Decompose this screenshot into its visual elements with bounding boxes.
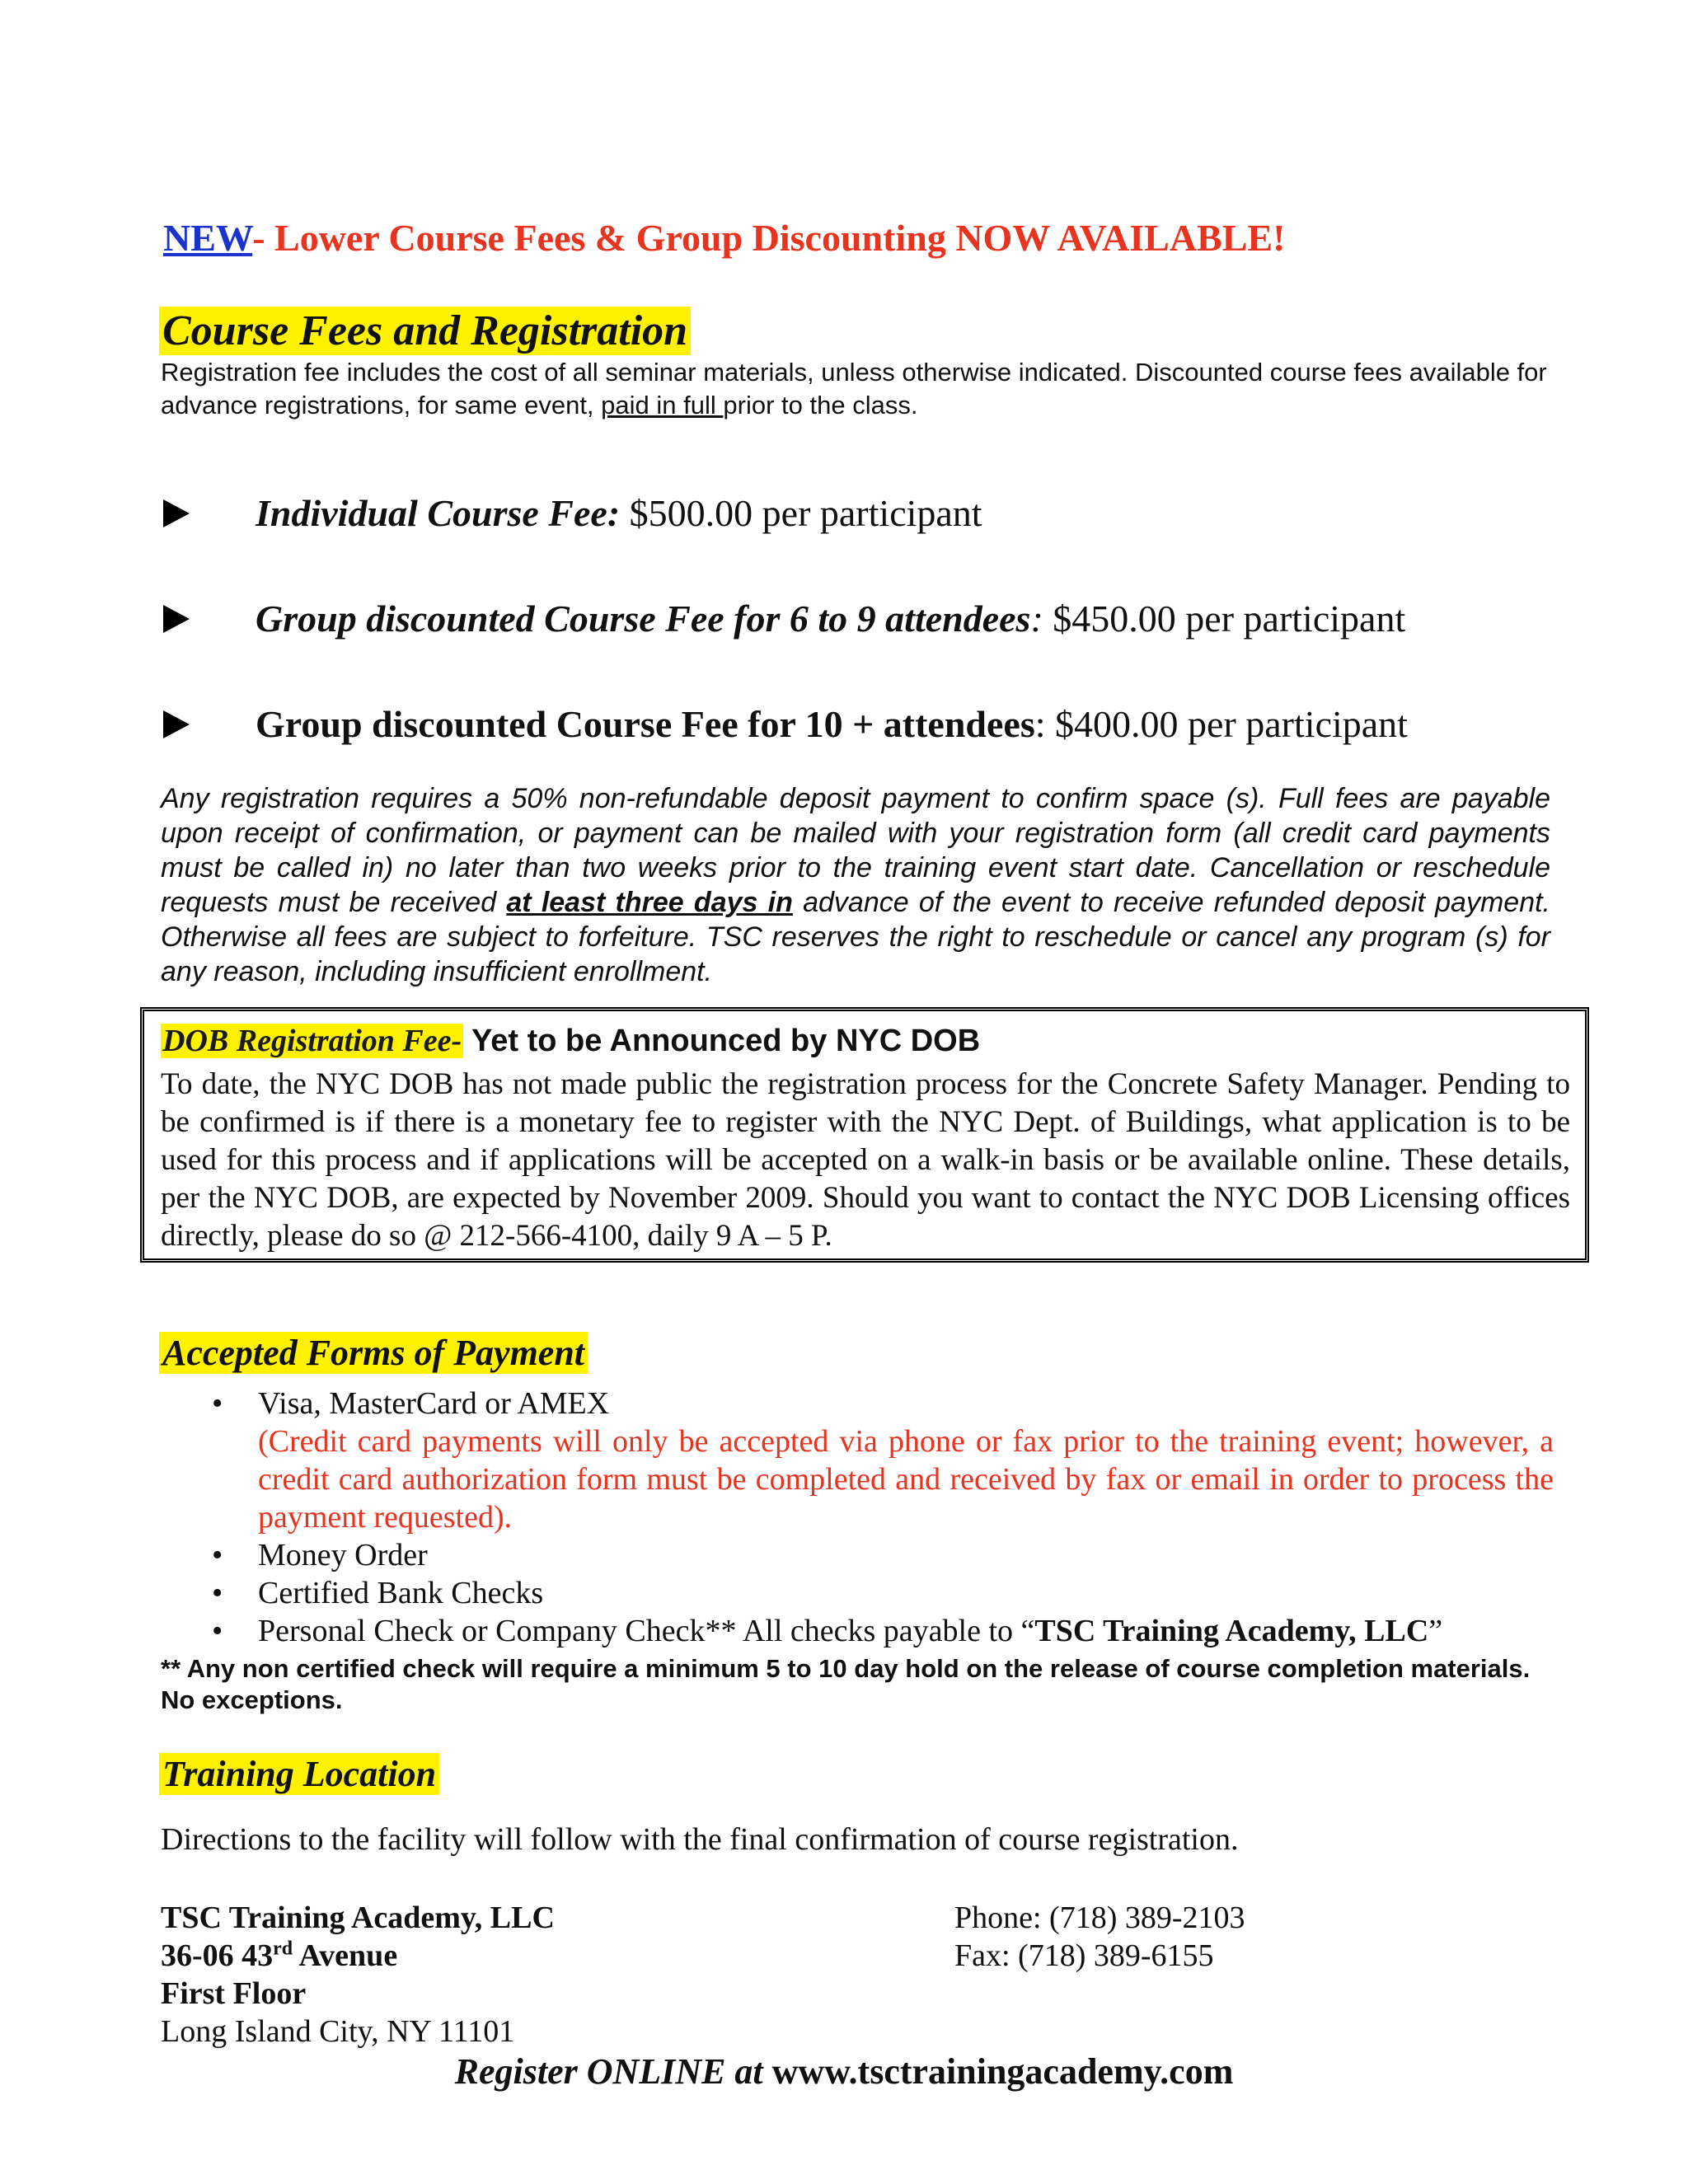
fee-item-individual <box>163 491 982 535</box>
register-url[interactable]: www.tsctrainingacademy.com <box>771 2051 1234 2092</box>
register-lead: Register ONLINE at <box>454 2051 772 2092</box>
list-item <box>202 1536 1554 1574</box>
street-name: Avenue <box>293 1938 398 1973</box>
academy-name: TSC Training Academy, LLC <box>161 1900 555 1935</box>
payment-list <box>202 1385 1554 1650</box>
fee-separator: : <box>1034 703 1046 745</box>
course-fees-title: Course Fees and Registration <box>159 307 691 355</box>
arrow-right-icon <box>163 710 190 738</box>
street-number: 36-06 43 <box>161 1938 274 1973</box>
close-quote: ” <box>1428 1614 1443 1648</box>
address-block <box>161 1899 555 2050</box>
fees-intro-text: Registration fee includes the cost of all seminar materials, unless otherwise indicated. Discounted course fees available for advance registrations, for same event, <box>161 358 1547 419</box>
fee-amount: $450.00 per participant <box>1043 598 1406 640</box>
paid-in-full-text: paid in full <box>601 391 724 419</box>
fee-item-group-10-plus <box>163 702 1408 746</box>
city: Long Island City, NY 11101 <box>161 2014 515 2049</box>
bullet-icon: • <box>212 1576 223 1610</box>
list-item <box>202 1574 1554 1612</box>
dob-label: DOB Registration Fee- <box>162 1024 462 1058</box>
contact-block <box>954 1899 1245 1975</box>
location-title: Training Location <box>159 1753 439 1795</box>
fees-intro-end: prior to the class. <box>723 391 918 419</box>
street-address <box>161 1937 555 1975</box>
list-item <box>202 1612 1554 1650</box>
bullet-icon: • <box>212 1614 223 1648</box>
street-suffix: rd <box>273 1938 293 1960</box>
payment-title: Accepted Forms of Payment <box>159 1332 588 1374</box>
directions-text: Directions to the facility will follow with the final confirmation of course registration. <box>161 1822 1239 1857</box>
fee-label: Individual Course Fee: <box>256 492 621 534</box>
check-hold-note: ** Any non certified check will require a minimum 5 to 10 day hold on the release of course completion materials. No exceptions. <box>161 1654 1531 1714</box>
arrow-right-icon <box>163 605 190 633</box>
payment-money-order: Money Order <box>258 1538 428 1572</box>
registration-policy <box>161 781 1550 989</box>
fee-amount: $400.00 per participant <box>1045 703 1408 745</box>
headline <box>163 216 1285 260</box>
fee-label: Group discounted Course Fee for 10 + attendees <box>256 703 1035 745</box>
credit-card-note: (Credit card payments will only be accepted via phone or fax prior to the training event; however, a credit card authorization form must be completed and received by fax or email in order to process the payment requested). <box>258 1424 1554 1535</box>
payment-cards: Visa, MasterCard or AMEX <box>258 1386 610 1421</box>
dob-heading <box>161 1023 1570 1059</box>
dob-announcement: Yet to be Announced by NYC DOB <box>463 1024 981 1058</box>
fee-separator: : <box>1030 598 1043 640</box>
floor: First Floor <box>161 1976 307 2011</box>
list-item <box>202 1385 1554 1536</box>
phone: Phone: (718) 389-2103 <box>954 1900 1245 1935</box>
fee-label: Group discounted Course Fee for 6 to 9 attendees <box>256 598 1031 640</box>
check-payee: TSC Training Academy, LLC <box>1034 1614 1429 1648</box>
policy-text: Any registration requires a 50% non-refundable deposit payment to confirm space (s). Full fees are payable upon receipt of confirmation, or payment can be mailed with your registration form (all credit card payments must be called in) no later than two weeks prior to the training event start date. Cancellation or reschedule requests must be received <box>161 783 1550 918</box>
policy-emphasis: at least three days in <box>506 887 793 918</box>
payment-personal-check: Personal Check or Company Check** All checks payable to “ <box>258 1614 1035 1648</box>
bullet-icon: • <box>212 1538 223 1572</box>
dob-registration-box <box>140 1007 1589 1263</box>
fee-amount: $500.00 per participant <box>620 492 982 534</box>
fax: Fax: (718) 389-6155 <box>954 1938 1214 1973</box>
headline-text: - Lower Course Fees & Group Discounting NOW AVAILABLE! <box>252 217 1286 259</box>
payment-bank-checks: Certified Bank Checks <box>258 1576 544 1610</box>
fee-item-group-6-9 <box>163 597 1405 640</box>
new-label: NEW <box>163 217 253 259</box>
fees-intro <box>161 356 1562 422</box>
arrow-right-icon <box>163 499 190 527</box>
register-online <box>0 2050 1688 2093</box>
dob-body: To date, the NYC DOB has not made public the registration process for the Concrete Safety Manager. Pending to be confirmed is if there is a monetary fee to register with the NYC Dept. of Buildings, what application is to be used for this process and if applications will be accepted on a walk-in basis or be available online. These details, per the NYC DOB, are expected by November 2009. Should you want to contact the NYC DOB Licensing offices directly, please do so @ 212-566-4100, daily 9 A – 5 P. <box>161 1067 1570 1253</box>
policy-text-end: advance of the event to receive refunded deposit payment. Otherwise all fees are subject to forfeiture. TSC reserves the right to reschedule or cancel any program (s) for any reason, including insufficient enrollment. <box>161 887 1550 987</box>
bullet-icon: • <box>212 1386 223 1421</box>
